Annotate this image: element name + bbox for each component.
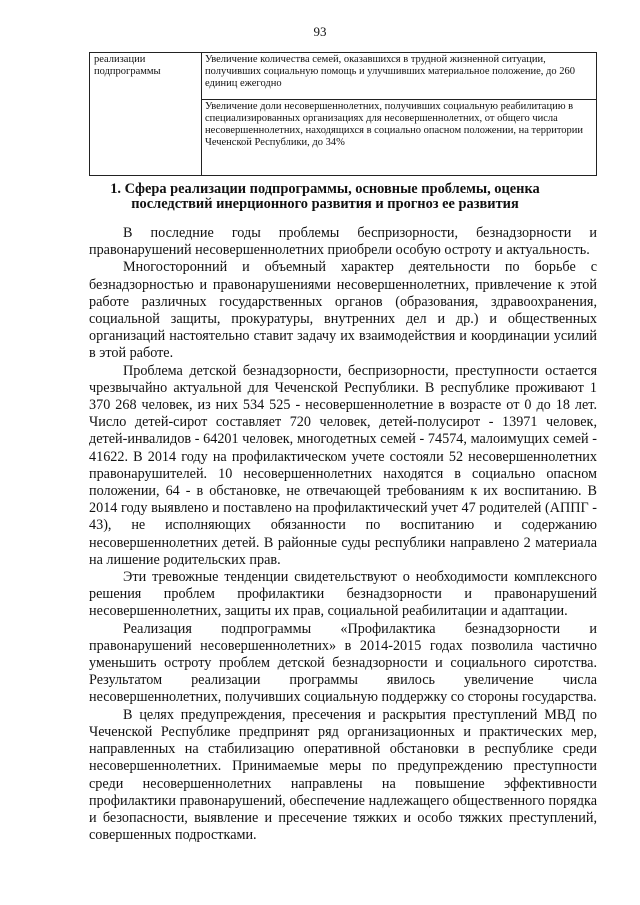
paragraph: В последние годы проблемы беспризорности, безнадзорности и правонарушений несовершеннолетних приобрели особую остроту и актуальность. [89,225,597,259]
indicators-table [89,52,597,176]
paragraph: Реализация подпрограммы «Профилактика безнадзорности и правонарушений несовершеннолетних» в 2014-2015 годах позволила частично уменьшить остроту проблем детской безнадзорности и социального сиротства. Результатом реализации программы явилось увеличение числа несовершеннолетних, получивших социальную поддержку со стороны государства. [89,620,597,706]
paragraph: Эти тревожные тенденции свидетельствуют о необходимости комплексного решения проблем профилактики безнадзорности и правонарушений несовершеннолетних, защиты их прав, социальной реабилитации и адаптации. [89,569,597,620]
paragraph: Многосторонний и объемный характер деятельности по борьбе с безнадзорностью и правонарушениями несовершеннолетних, привлечение к этой работе различных государственных органов (образования, здравоохранения, социальной защиты, прокуратуры, внутренних дел и др.) и общественных организаций настоятельно ставит задачу их взаимодействия и координации усилий в этой работе. [89,259,597,362]
section-title: 1. Сфера реализации подпрограммы, основные проблемы, оценка последствий инерционного развития и прогноз ее развития [110,181,540,212]
body-text [89,225,597,844]
table-cell: Увеличение количества семей, оказавшихся в трудной жизненной ситуации, получивших социальную помощь и улучшивших материальное положение, до 260 единиц ежегодно [202,53,597,100]
paragraph: В целях предупреждения, пресечения и раскрытия преступлений МВД по Чеченской Республике предпринят ряд организационных и практических мер, направленных на стабилизацию оперативной обстановки в республике среди несовершеннолетних. Принимаемые меры по предупреждению преступности среди несовершеннолетних направлены на повышение эффективности профилактики правонарушений, обеспечение надлежащего общественного порядка и безопасности, выявление и пресечение тяжких и особо тяжких преступлений, совершенных подростками. [89,706,597,844]
paragraph: Проблема детской безнадзорности, беспризорности, преступности остается чрезвычайно актуальной для Чеченской Республики. В республике проживают 1 370 268 человек, из них 534 525 - несовершеннолетние в возрасте от 0 до 18 лет. Число детей-сирот составляет 720 человек, детей-полусирот - 13971 человек, детей-инвалидов - 64201 человек, многодетных семей - 74574, малоимущих семей - 41622. В 2014 году на профилактическом учете состояли 52 несовершеннолетних правонарушителей. 10 несовершеннолетних находятся в социально опасном положении, 64 - в обстановке, не отвечающей требованиям к их воспитанию. В 2014 году выявлено и поставлено на профилактический учет 47 родителей (АППГ - 43), не исполняющих обязанности по воспитанию и содержанию несовершеннолетних детей. В районные суды республики направлено 2 материала на лишение родительских прав. [89,362,597,568]
page-number: 93 [313,24,327,39]
table-label-cell: реализации подпрограммы [90,53,202,176]
table-row [90,53,597,100]
table-cell: Увеличение доли несовершеннолетних, получивших социальную реабилитацию в специализированных организациях для несовершеннолетних, от общего числа несовершеннолетних, находящихся в социально опасном положении, на территории Чеченской Республики, до 34% [202,100,597,176]
